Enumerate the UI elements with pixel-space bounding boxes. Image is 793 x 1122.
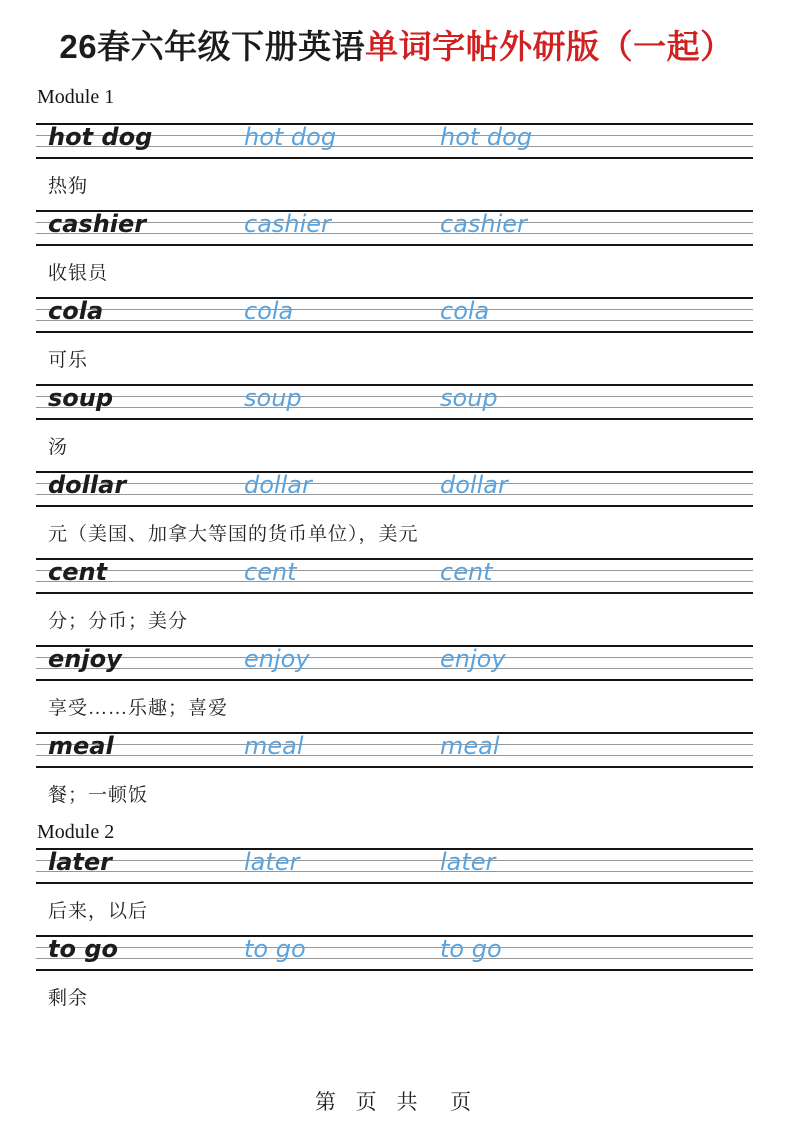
guide-line-upper-middle (36, 657, 753, 658)
word-trace-1: to go (244, 935, 306, 963)
word-block (36, 297, 753, 384)
guide-line-bottom (36, 882, 753, 884)
word-meaning: 餐；一顿饭 (48, 785, 149, 806)
word-trace-1: soup (244, 384, 302, 412)
word-sample: later (48, 848, 113, 876)
module-words (36, 123, 753, 819)
word-trace-2: meal (440, 732, 500, 760)
word-meaning: 享受……乐趣；喜爱 (48, 698, 229, 719)
word-sample: cent (48, 558, 108, 586)
guide-line-upper-middle (36, 309, 753, 310)
guide-line-lower-middle (36, 320, 753, 321)
handwriting-practice-row (36, 384, 753, 420)
guide-line-lower-middle (36, 407, 753, 408)
module-label: Module 1 (37, 86, 115, 108)
guide-line-top (36, 297, 753, 299)
guide-line-bottom (36, 331, 753, 333)
word-meaning: 热狗 (48, 176, 89, 197)
guide-line-bottom (36, 592, 753, 594)
handwriting-practice-row (36, 471, 753, 507)
word-block (36, 384, 753, 471)
guide-line-bottom (36, 969, 753, 971)
word-sample: cashier (48, 210, 147, 238)
word-trace-1: cola (244, 297, 294, 325)
word-sample: to go (48, 935, 118, 963)
guide-line-upper-middle (36, 947, 753, 948)
word-trace-2: dollar (440, 471, 508, 499)
word-sample: soup (48, 384, 114, 412)
word-trace-1: cent (244, 558, 297, 586)
word-meaning: 可乐 (48, 350, 89, 371)
guide-line-upper-middle (36, 483, 753, 484)
word-sample: hot dog (48, 123, 153, 151)
handwriting-practice-row (36, 558, 753, 594)
guide-line-upper-middle (36, 860, 753, 861)
guide-line-top (36, 645, 753, 647)
word-trace-1: dollar (244, 471, 312, 499)
page-title (0, 0, 793, 67)
word-block (36, 210, 753, 297)
guide-line-bottom (36, 679, 753, 681)
word-meaning: 后来，以后 (48, 901, 149, 922)
guide-line-upper-middle (36, 744, 753, 745)
guide-line-lower-middle (36, 871, 753, 872)
word-trace-2: cola (440, 297, 490, 325)
handwriting-practice-row (36, 848, 753, 884)
word-trace-2: cent (440, 558, 493, 586)
word-trace-2: to go (440, 935, 502, 963)
word-block (36, 123, 753, 210)
handwriting-practice-row (36, 645, 753, 681)
handwriting-practice-row (36, 732, 753, 768)
word-sample: cola (48, 297, 104, 325)
word-sample: dollar (48, 471, 127, 499)
word-meaning: 元（美国、加拿大等国的货币单位），美元 (48, 524, 419, 545)
page-title-black-part: 26春六年级下册英语 (59, 28, 366, 65)
handwriting-practice-row (36, 123, 753, 159)
word-sample: enjoy (48, 645, 122, 673)
guide-line-upper-middle (36, 396, 753, 397)
module-words (36, 848, 753, 1022)
word-block (36, 848, 753, 935)
guide-line-upper-middle (36, 570, 753, 571)
word-block (36, 732, 753, 819)
handwriting-practice-row (36, 935, 753, 971)
guide-line-top (36, 732, 753, 734)
word-block (36, 645, 753, 732)
word-block (36, 471, 753, 558)
word-meaning: 汤 (48, 437, 69, 458)
word-meaning: 剩余 (48, 988, 89, 1009)
guide-line-top (36, 471, 753, 473)
guide-line-top (36, 935, 753, 937)
handwriting-practice-row (36, 210, 753, 246)
guide-line-bottom (36, 418, 753, 420)
page-number-footer: 第 页 共 页 (314, 1091, 479, 1114)
word-trace-2: cashier (440, 210, 527, 238)
guide-line-bottom (36, 157, 753, 159)
word-trace-1: cashier (244, 210, 331, 238)
module-section (36, 84, 753, 819)
word-trace-2: later (440, 848, 496, 876)
guide-line-lower-middle (36, 668, 753, 669)
word-trace-1: later (244, 848, 300, 876)
guide-line-bottom (36, 505, 753, 507)
guide-line-bottom (36, 244, 753, 246)
word-block (36, 558, 753, 645)
guide-line-lower-middle (36, 958, 753, 959)
word-trace-1: enjoy (244, 645, 310, 673)
guide-line-top (36, 384, 753, 386)
word-trace-2: hot dog (440, 123, 533, 151)
module-label: Module 2 (37, 821, 115, 843)
module-section (36, 819, 753, 1022)
handwriting-practice-row (36, 297, 753, 333)
page-title-red-part: 单词字帖外研版（一起） (365, 28, 734, 65)
guide-line-lower-middle (36, 494, 753, 495)
word-trace-2: enjoy (440, 645, 506, 673)
word-trace-1: hot dog (244, 123, 337, 151)
guide-line-bottom (36, 766, 753, 768)
word-block (36, 935, 753, 1022)
guide-line-top (36, 848, 753, 850)
guide-line-lower-middle (36, 755, 753, 756)
word-sample: meal (48, 732, 114, 760)
word-meaning: 收银员 (48, 263, 109, 284)
word-trace-1: meal (244, 732, 304, 760)
guide-line-top (36, 558, 753, 560)
word-trace-2: soup (440, 384, 498, 412)
guide-line-lower-middle (36, 581, 753, 582)
word-meaning: 分；分币；美分 (48, 611, 189, 632)
word-list (36, 84, 753, 1022)
